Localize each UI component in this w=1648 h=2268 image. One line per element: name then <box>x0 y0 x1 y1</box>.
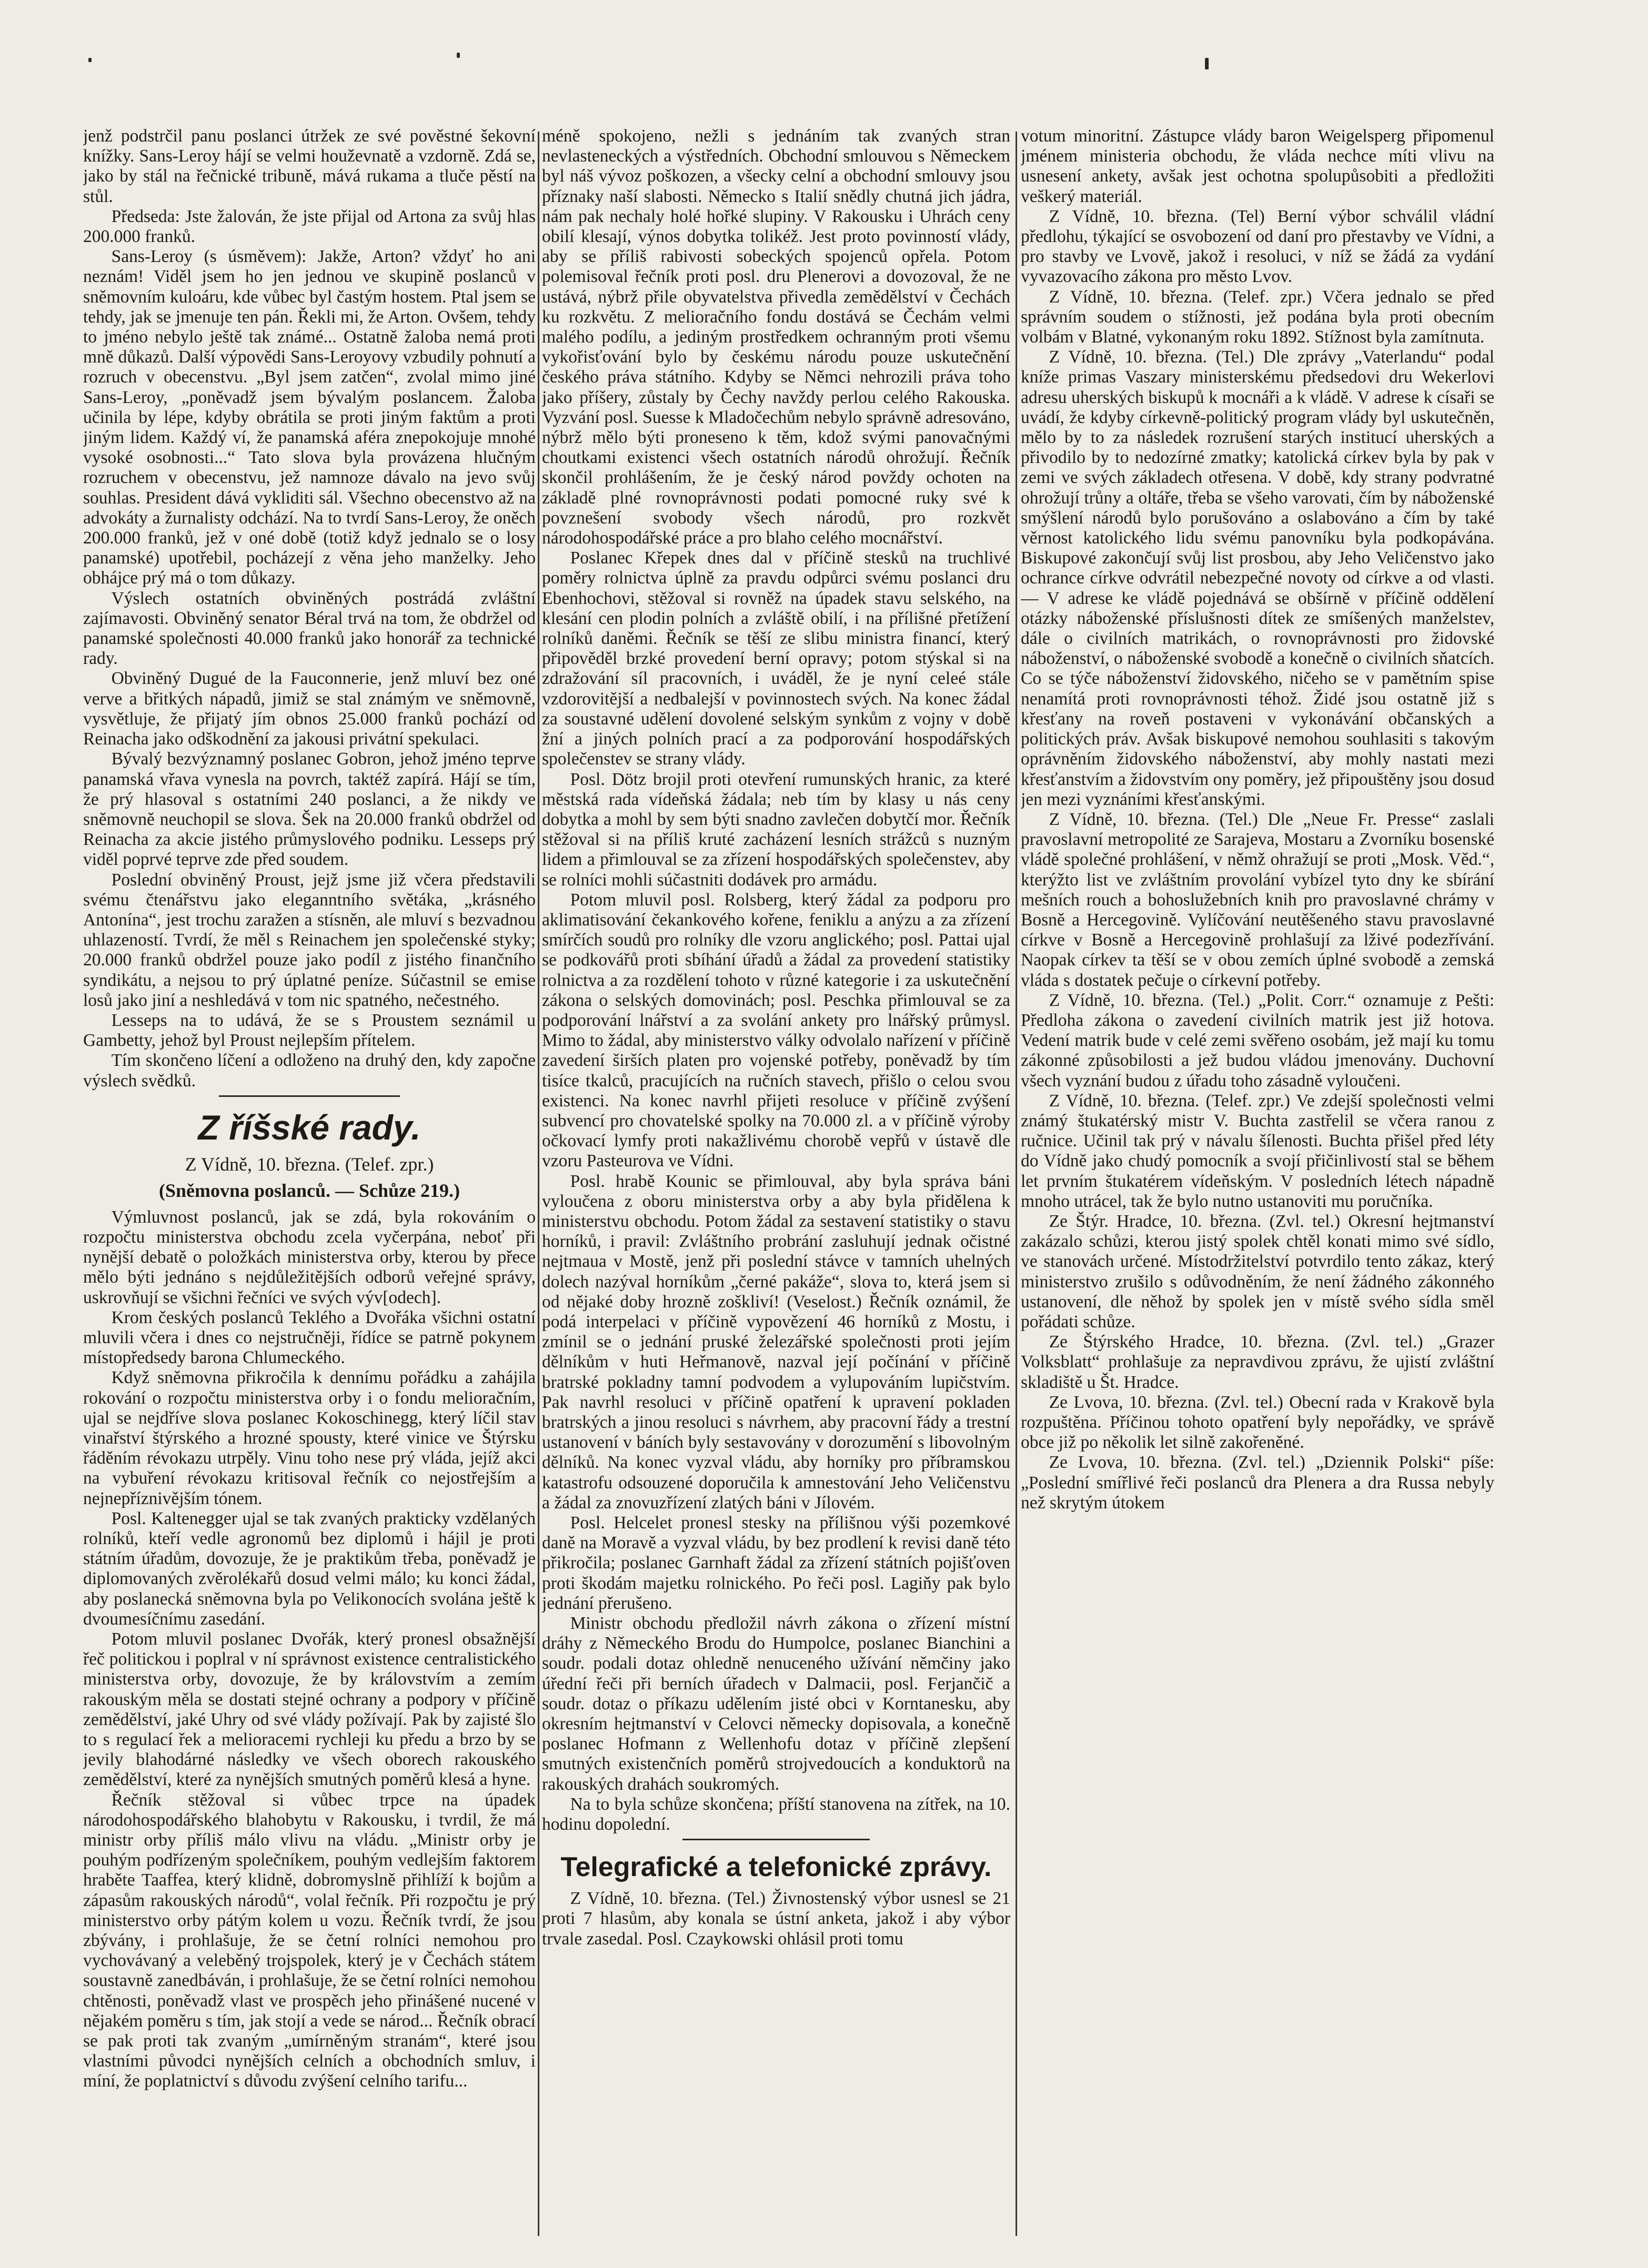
print-speck <box>1205 58 1209 69</box>
section-session: (Sněmovna poslanců. — Schůze 219.) <box>158 1180 460 1201</box>
article-paragraph: Z Vídně, 10. března. (Tel.) Dle „Neue Fr. Presse“ zaslali pravoslavní metropolité ze Sarajeva, Mostaru a Zvorníku bosenské vládě společné prohlášení, v němž ohražují se proti „Mosk. Věd.“, kterýžto list ve zvláštním provolání vybízel tyto dny ke sbírání mešních rouch a bohoslužebních knih pro pravoslavné chrámy v Bosně a Hercegovině. Vylíčování neutěšeného stavu pravoslavné církve v Bosně a Hercegovině prohlašují za lživé podezřívání. Naopak církev ta těší se v obou zemích úplné svobodě a zemská vláda s dostatek pečuje o církevní potřeby. <box>1021 809 1494 990</box>
middle-column <box>542 126 1010 2241</box>
column-rule <box>538 132 539 2236</box>
article-paragraph: Potom mluvil poslanec Dvořák, který pronesl obsažnější řeč politickou i poplral v ní správnost existence centralistického ministerstva orby, dovozuje, že by královstvím a zemím rakouským měla se dostati stejné ochrany a podpory v příčině zemědělství, jaké Uhry od své vlády požívají. Pak by zajisté šlo to s regulací řek a melioracemi rychleji ku předu a brzo by se jevily blahodárné následky ve všech oborech rakouského zemědělství, které za nynějších smutných poměrů klesá a hyne. <box>83 1629 536 1790</box>
article-paragraph: Z Vídně, 10. března. (Tel.) Dle zprávy „Vaterlandu“ podal kníže primas Vaszary ministerskému předsedovi dru Wekerlovi adresu uherských biskupů k mocnáři a k vládě. V adrese k císaři se uvádí, že kdyby církevně-politický program vlády byl uskutečněn, mělo by to za následek rozrušení starých institucí uherských a přivodilo by to nedozírné zmatky; katolická církev byla by pak v zemi ve svých základech otřesena. V době, kdy strany podvratné ohrožují trůny a oltáře, třeba se všeho varovati, čím by náboženské smýšlení národů bylo porušováno a oslabováno a čím by také věrnost katolického lidu svému panovníku byla podkopávána. Biskupové zakončují svůj list prosbou, aby Jeho Veličenstvo jako ochrance církve odvrátil nebezpečné novoty od církve a od vlasti. — V adrese ke vládě pojednává se obšírně v příčině oddělení otázky náboženské příslušnosti dítek ze smíšených manželstev, dále o civilních matrikách, o rovnoprávnosti pro židovské náboženství, o náboženské svobodě a konečně o civilních sňatcích. Co se týče náboženství židovského, ničeho se v pamětním spise nenamítá proti rovnoprávnosti téhož. Židé jsou ostatně již s křesťany na roveň postaveni v vykonávání občanských a politických práv. Avšak biskupové nemohou souhlasiti s takovým oprávněním židovského náboženství, aby mohly nastati mezi křesťanstvím a židovstvím ony poměry, jež připouštěny jsou dosud jen mezi vyznáními křesťanskými. <box>1021 347 1494 809</box>
article-paragraph: Když sněmovna přikročila k dennímu pořádku a zahájila rokování o rozpočtu ministerstva orby i o fondu melioračním, ujal se nejdříve slova poslanec Kokoschinegg, který líčil stav vinařství štýrského a hrozné spousty, které vinice ve Štýrsku řáděním révokazu utrpěly. Vinu toho nese prý vláda, jejíž akci na vybuření révokazu kritisoval řečník co nejostřejším a nejnepříznivějším tónem. <box>83 1368 536 1508</box>
article-paragraph: Obviněný Dugué de la Fauconnerie, jenž mluví bez oné verve a břitkých nápadů, jimiž se stal známým ve sněmovně, vysvětluje, že přijatý jím obnos 25.000 franků pochází od Reinacha jako odškodnění za jakousi privátní spekulaci. <box>83 669 536 749</box>
article-paragraph: Poslanec Křepek dnes dal v příčině stesků na truchlivé poměry rolnictva úplně za pravdu odpůrci svému poslanci dru Ebenhochovi, stěžoval si rovněž na úpadek stavu selského, na klesání cen plodin polních a zvláště obilí, i na přílišné přetížení rolníků daněmi. Řečník se těší ze slibu ministra financí, který připověděl brzké provedení berní opravy; potom stýskal si na zdražování síl pracovních, i uváděl, že je nyní celeé stále vzdorovitější a nedbalejší v povinnostech svých. Na konec žádal za soustavné udělení dovolené selským synkům z vojny v době žní a jiných polních prací a za podporování hospodářských společenstev se strany vlády. <box>542 548 1010 769</box>
article-paragraph: Bývalý bezvýznamný poslanec Gobron, jehož jméno teprve panamská vřava vynesla na povrch, taktéž zapírá. Hájí se tím, že prý hlasoval s ostatními 240 poslanci, a že nikdy ve sněmovně neuchopil se slova. Šek na 20.000 franků obdržel od Reinacha za akcie jistého průmyslového podniku. Lesseps prý viděl poprvé teprve zde před soudem. <box>83 749 536 870</box>
article-paragraph: Lesseps na to udává, že se s Proustem seznámil u Gambetty, jehož byl Proust nejlepším přítelem. <box>83 1010 536 1051</box>
article-paragraph: méně spokojeno, nežli s jednáním tak zvaných stran nevlasteneckých a výstředních. Obchodní smlouvou s Německem byl náš vývoz poškozen, a všecky celní a obchodní smlouvy jsou příznaky naší slabosti. Německo s Italií snědly chutná jich jádra, nám pak nechaly holé hořké slupiny. V Rakousku i Uhrách ceny obilí klesají, výnos dobytka tolikéž. Jest proto povinností vlády, aby se příliš rabivosti sobeckých spojenců opřela. Potom polemisoval řečník proti posl. dru Plenerovi a dovozoval, že ne ustává, nýbrž přile obyvatelstva přivedla zemědělství v Čechách ku rozkvětu. Z melioračního fondu dostává se Čechám velmi malého podílu, a jediným prostředkem ochranným proti všemu vykořisťování bylo by českému národu pouze uskutečnění českého práva státního. Kdyby se Němci nehrozili práva toho jako příšery, zůstaly by Čechy navždy perlou celého Rakouska. Vyzvání posl. Suesse k Mladočechům nebylo správně adresováno, nýbrž mělo býti proneseno k těm, kdož svými panovačnými choutkami existenci všech ostatních národů ohrožují. Řečník skončil prohlášením, že je český národ povždy ochoten na základě plné rovnoprávnosti podati pomocné ruky své k povznešení svobody všech národů, pro rozkvět národohospodářské práce a pro blaho celého mocnářství. <box>542 126 1010 548</box>
section-divider <box>219 1095 400 1097</box>
article-paragraph: Z Vídně, 10. března. (Tel) Berní výbor schválil vládní předlohu, týkající se osvobození od daní pro přestavby ve Vídni, a pro stavby ve Lvově, jakož i resoluci, v níž se žádá za vydání vyvazovacího zákona pro město Lvov. <box>1021 206 1494 287</box>
article-paragraph: Sans-Leroy (s úsměvem): Jakže, Arton? vždyť ho ani neznám! Viděl jsem ho jen jednou ve skupině poslanců v sněmovním kuloáru, kde vůbec byl častým hostem. Ptal jsem se tehdy, jak se jmenuje ten pán. Řekli mi, že Arton. Ovšem, tehdy to jméno nebylo ještě tak známé... Ostatně žaloba nemá proti mně důkazů. Další výpovědi Sans-Leroyovy vzbudily pohnutí a rozruch v obecenstvu. „Byl jsem zatčen“, zvolal mimo jiné Sans-Leroy, „poněvadž jsem bývalým poslancem. Žaloba učinila by lépe, kdyby obrátila se proti jiným faktům a proti jiným lidem. Každý ví, že panamská aféra znepokojuje mnohé vysoké osobnosti...“ Tato slova byla provázena hlučným rozruchem v obecenstvu, jež namnoze dávalo na jevo svůj souhlas. President dává vykliditi sál. Všechno obecenstvo až na advokáty a žurnalisty odchází. Na to tvrdí Sans-Leroy, že oněch 200.000 franků, jež v oné době (totiž když jednalo se o losy panamské) upotřebil, pocházejí z věna jeho manželky. Jeho obhájce prý má o tom důkazy. <box>83 247 536 588</box>
article-paragraph: Posl. hrabě Kounic se přimlouval, aby byla správa báni vyloučena z oboru ministerstva orby a aby byla přidělena k ministerstvu obchodu. Potom žádal za sestavení statistiky o stavu horníků, i pravil: Zvláštního probrání zasluhují jednak očistné nejtmaua v Mostě, jenž při poslední stávce v tamních uhelných dolech nazýval horníkům „černé pakáže“, slova to, která jsem si od nějaké doby hrozně zoškliví! (Veselost.) Řečník oznámil, že podá interpelaci v příčině vypovězení 46 horníků z Mostu, i zmínil se o jednání pruské železářské společnosti proti jejím dělníkům v huti Heřmanově, nazval její počínání v příčině bratrské pokladny tamní podvodem a vylupováním lupičstvím. Pak navrhl resoluci v příčině opatření k upravení pokladen bratrských a jinou resoluci s návrhem, aby pracovní řády a trestní ustanovení v báních byly sestavovány v dorozumění s libovolným dělníků. Na konec vyzval vládu, aby horníky pro příbramskou katastrofu odsouzené doporučila k amnestování Jeho Veličenstvu a žádal za znovuzřízení zlatých báni v Jílovém. <box>542 1171 1010 1513</box>
article-paragraph: Na to byla schůze skončena; příští stanovena na zítřek, na 10. hodinu dopolední. <box>542 1794 1010 1834</box>
article-paragraph: jenž podstrčil panu poslanci útržek ze své pověstné šekovní knížky. Sans-Leroy hájí se velmi houževnatě a vzdorně. Zdá se, jako by stál na řečnické tribuně, mává rukama a tluče pěstí na stůl. <box>83 126 536 206</box>
section-divider <box>682 1839 870 1840</box>
article-paragraph: Ministr obchodu předložil návrh zákona o zřízení místní dráhy z Německého Brodu do Humpolce, poslanec Bianchini a soudr. podali dotaz ohledně nenuceného užívání němčiny jako úřední řeči při berních úřadech v Dalmacii, posl. Ferjančič a soudr. dotaz o příkazu udělením jisté obci v Korntanesku, aby okresním hejtmanství v Celovci německy dopisovala, a konečně poslanec Hofmann z Wellenhofu dotaz v příčině zlepšení smutných existenčních poměrů strojvedoucích a konduktorů na rakouských drahách soukromých. <box>542 1614 1010 1794</box>
article-paragraph: Potom mluvil posl. Rolsberg, který žádal za podporu pro aklimatisování čekankového kořene, feniklu a anýzu a za zřízení smírčích soudů pro rolníky dle vzoru anglického; posl. Pattai ujal se podkovářů proti sbíhání úřadů a žádal za provedení statistiky rolnictva a za rozdělení tohoto v různé kategorie i za uskutečnění zákona o selských domovinách; posl. Peschka přimlouval se za podporování lnářství a za svolání ankety pro lnářský průmysl. Mimo to žádal, aby ministerstvo války odvolalo nařízení v příčině zavedení širších platen pro vojenské potřeby, poněvadž by tím tisíce tkalců, pracujících na ručních stavech, přišlo o celou svou existenci. Na konec navrhl přijeti resoluce v příčině zvýšení subvencí pro chovatelské spolky na 70.000 zl. a v příčině výroby očkovací lymfy proti nakažlivému chorobě vepřů v ústavě dle vzoru Pasteurova ve Vídni. <box>542 890 1010 1171</box>
article-paragraph: Krom českých poslanců Teklého a Dvořáka všichni ostatní mluvili včera i dnes co nejstručněji, řídíce se patrně pokynem místopředsedy barona Chlumeckého. <box>83 1307 536 1368</box>
article-paragraph: Výmluvnost poslanců, jak se zdá, byla rokováním o rozpočtu ministerstva obchodu zcela vyčerpána, neboť při nynější debatě o položkách ministerstva orby, kterou by přece mělo býti jednáno s nejdůležitějších odborů veřejné správy, uskrovňují se všichni řečníci ve svých výv[odech]. <box>83 1207 536 1307</box>
article-paragraph: votum minoritní. Zástupce vlády baron Weigelsperg připomenul jménem ministeria obchodu, že vláda nechce míti vlivu na usnesení ankety, avšak jest ochotna spolupůsobiti a předložiti veškerý materiál. <box>1021 126 1494 206</box>
article-paragraph: Posl. Kaltenegger ujal se tak zvaných prakticky vzdělaných rolníků, kteří vedle agronomů bez diplomů i hájil je proti státním úřadům, dovozuje, že je praktikům třeba, poněvadž je diplomovaných zvěrolékařů dosud velmi málo; ku konci žádal, aby poslanecká sněmovna byla po Velikonocích svolána ještě k dvoumesíčnímu zasedání. <box>83 1508 536 1629</box>
article-paragraph: Z Vídně, 10. března. (Tel.) „Polit. Corr.“ oznamuje z Pešti: Předloha zákona o zavedení civilních matrik jest již hotova. Vedení matrik bude v celé zemi svěřeno osobám, jež mají ku tomu zákonné způsobilosti a jež budou vládou jmenovány. Duchovní všech vyznání budou z úřadu toho zásadně vyloučeni. <box>1021 990 1494 1091</box>
article-paragraph: Ze Štýrského Hradce, 10. března. (Zvl. tel.) „Grazer Volksblatt“ prohlašuje za nepravdivou zprávu, že ujistí zvláštní skladiště u Št. Hradce. <box>1021 1332 1494 1392</box>
section-heading: Telegrafické a telefonické zprávy. <box>560 1852 992 1883</box>
article-paragraph: Z Vídně, 10. března. (Tel.) Živnostenský výbor usnesl se 21 proti 7 hlasům, aby konala se ústní anketa, jakož i aby výbor trvale zasedal. Posl. Czaykowski ohlásil proti tomu <box>542 1889 1010 1949</box>
section-heading: Z říšské rady. <box>198 1107 421 1147</box>
article-paragraph: Ze Štýr. Hradce, 10. března. (Zvl. tel.) Okresní hejtmanství zakázalo schůzi, kterou jistý spolek chtěl konati mimo své sídlo, ve stanovách určené. Místodržitelství potvrdilo tento zákaz, který ministerstvo zrušilo s odůvodněním, že není žádného zákonného ustanovení, dle něhož by spolek jen v místě svého sídla směl pořádati schůze. <box>1021 1211 1494 1332</box>
article-paragraph: Výslech ostatních obviněných postrádá zvláštní zajímavosti. Obviněný senator Béral trvá na tom, že obdržel od panamské společnosti 40.000 franků jako honorář za technické rady. <box>83 588 536 669</box>
left-column <box>83 126 536 2241</box>
article-paragraph: Z Vídně, 10. března. (Telef. zpr.) Včera jednalo se před správním soudem o stížnosti, jež podána byla proti obecním volbám v Blatné, vykonaným roku 1892. Stížnost byla zamítnuta. <box>1021 287 1494 347</box>
article-paragraph: Ze Lvova, 10. března. (Zvl. tel.) Obecní rada v Krakově byla rozpuštěna. Příčinou tohoto opatření byly nepořádky, ve správě obce již po několik let silně zakořeněné. <box>1021 1392 1494 1453</box>
print-speck <box>88 58 92 62</box>
article-paragraph: Z Vídně, 10. března. (Telef. zpr.) Ve zdejší společnosti velmi známý štukatérský mistr V. Buchta zastřelil se včera ranou z ručnice. Učinil tak prý v návalu šílenosti. Buchta přišel před léty do Vídně jako chudý pomocník a svojí přičinlivostí stal se během let prvním štukatérem vídeňským. V posledních létech nápadně mnoho utrácel, tak že bylo nutno ustanoviti mu poručníka. <box>1021 1091 1494 1211</box>
article-paragraph: Posl. Helcelet pronesl stesky na přílišnou výši pozemkové daně na Moravě a vyzval vládu, by bez prodlení k revisi daně této přikročila; poslanec Garnhaft žádal za zřízení státních pojišťoven proti škodám majetku rolnického. Po řeči posl. Lagiňy pak bylo jednání přerušeno. <box>542 1513 1010 1613</box>
print-speck <box>457 53 460 58</box>
section-dateline: Z Vídně, 10. března. (Telef. zpr.) <box>185 1153 434 1175</box>
article-paragraph: Předseda: Jste žalován, že jste přijal od Artona za svůj hlas 200.000 franků. <box>83 206 536 247</box>
article-paragraph: Posl. Dötz brojil proti otevření rumunských hranic, za které městská rada vídeňská žádala; neb tím by klasy u nás ceny dobytka a mohl by sem býti snadno zavlečen dobytčí mor. Řečník stěžoval si na příliš kruté zacházení lesních strážců s nuzným lidem a přimlouval se za zřízení hospodářských společenstev, aby se rolníci mohli súčastniti dodávek pro armádu. <box>542 769 1010 890</box>
right-column <box>1021 126 1494 2241</box>
column-rule <box>1016 132 1017 2236</box>
article-paragraph: Poslední obviněný Proust, jejž jsme již včera představili svému čtenářstvu jako eleganntního světáka, „krásného Antonína“, jest trochu zaražen a stísněn, ale mluví s bezvadnou uhlazeností. Tvrdí, že měl s Reinachem jen společenské styky; 20.000 franků obdržel pouze jako podíl z jistého finančního syndikátu, a nejsou to prý úplatné peníze. Súčastnil se emise losů jako jiní a neshledává v tom nic spatného, nečestného. <box>83 870 536 1010</box>
article-paragraph: Řečník stěžoval si vůbec trpce na úpadek národohospodářského blahobytu v Rakousku, i tvrdil, že má ministr orby příliš málo vlivu na vládu. „Ministr orby je pouhým podřízeným společníkem, pouhým vedlejším faktorem hraběte Taaffea, který klidně, dobromyslně přihlíží k bojům a zápasům rakouských národů“, volal řečník. Při rozpočtu je prý ministerstvo orby pátým kolem u vozu. Řečník tvrdí, že jsou zbývány, i prohlašuje, že se četní rolníci nemohou pro vychovávaný a veleběný trojspolek, který je v Čechách státem soustavně zanedbáván, i prohlašuje, že se četní rolníci nemohou chtěnosti, poněvadž vlast ve prospěch jeho přinášené nucené v nějakém poměru s tím, jak stojí a vede se národ... Řečník obrací se pak proti tak zvaným „umírněným stranám“, které jsou vlastními původci nynějších celních a obchodních smluv, i míní, že poplatnictví s důvodu zvýšení celního tarifu... <box>83 1790 536 2091</box>
article-paragraph: Tím skončeno líčení a odloženo na druhý den, kdy započne výslech svědků. <box>83 1051 536 1091</box>
article-paragraph: Ze Lvova, 10. března. (Zvl. tel.) „Dziennik Polski“ píše: „Poslední smířlivé řeči poslanců dra Plenera a dra Russa nebyly než skrytým útokem <box>1021 1453 1494 1513</box>
